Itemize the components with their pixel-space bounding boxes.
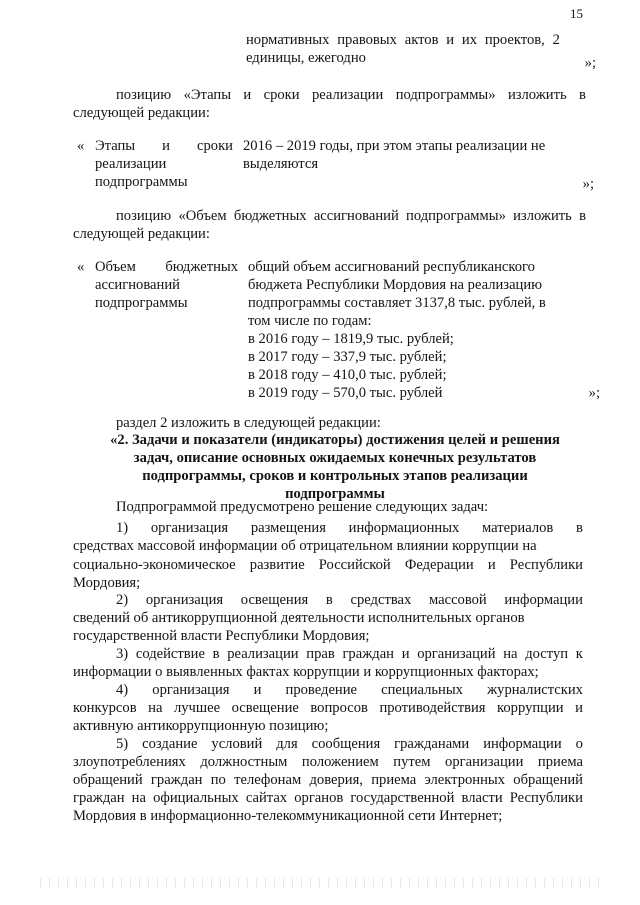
justified-line: Объем бюджетных: [95, 259, 238, 275]
justified-line: конкурсов на лучшее освещение вопросов противодействия коррупции и: [73, 700, 583, 716]
justified-line: позицию «Объем бюджетных ассигнований подпрограммы» изложить в: [116, 208, 586, 224]
heading-line: задач, описание основных ожидаемых конечных результатов: [133, 450, 537, 466]
text-line: следующей редакции:: [73, 226, 210, 242]
budget-value-line: подпрограммы составляет 3137,8 тыс. рублей, в: [248, 295, 546, 311]
budget-value-line: в 2016 году – 1819,9 тыс. рублей;: [248, 331, 454, 347]
justified-line: граждан на официальных сайтах органов государственной власти Республики: [73, 790, 583, 806]
closing-quote: »;: [582, 176, 594, 192]
budget-value-line: в 2019 году – 570,0 тыс. рублей: [248, 385, 443, 401]
justified-line: 1) организация размещения информационных материалов в: [116, 520, 583, 536]
scan-noise: [40, 878, 600, 888]
justified-line: Этапы и сроки: [95, 138, 233, 154]
closing-quote: »;: [584, 55, 596, 71]
row-open-quote: «: [77, 138, 85, 154]
text-line: средствах массовой информации об отрицательном влиянии коррупции на: [73, 538, 537, 554]
budget-value-line: том числе по годам:: [248, 313, 372, 329]
justified-line: социально-экономическое развитие Российской Федерации и Республики: [73, 557, 583, 573]
text-line: Мордовия в информационно-телекоммуникационной сети Интернет;: [73, 808, 503, 824]
budget-value-line: бюджета Республики Мордовия на реализацию: [248, 277, 543, 293]
section-intro: раздел 2 изложить в следующей редакции:: [116, 415, 381, 431]
page-number: 15: [570, 6, 583, 21]
heading-line: подпрограммы, сроков и контрольных этапов реализации: [142, 468, 528, 484]
text-line: следующей редакции:: [73, 105, 210, 121]
budget-value-line: в 2018 году – 410,0 тыс. рублей;: [248, 367, 447, 383]
justified-line: 5) создание условий для сообщения гражданами информации о: [116, 736, 583, 752]
stages-value: выделяются: [243, 156, 319, 172]
text-line: единицы, ежегодно: [246, 50, 366, 66]
justified-line: нормативных правовых актов и их проектов, 2: [246, 32, 560, 48]
budget-value-line: в 2017 году – 337,9 тыс. рублей;: [248, 349, 447, 365]
heading-line: «2. Задачи и показатели (индикаторы) достижения целей и решения: [110, 432, 560, 448]
justified-line: позицию «Этапы и сроки реализации подпрограммы» изложить в: [116, 87, 586, 103]
row-open-quote: «: [77, 259, 85, 275]
text-line: Мордовия;: [73, 575, 141, 591]
closing-quote: »;: [588, 385, 600, 401]
justified-line: 2) организация освещения в средствах массовой информации: [116, 592, 583, 608]
tasks-intro: Подпрограммой предусмотрено решение следующих задач:: [116, 499, 489, 515]
heading-line: подпрограммы: [285, 486, 385, 502]
text-line: сведений об антикоррупционной деятельности исполнительных органов: [73, 610, 525, 626]
justified-line: обращений граждан по телефонам доверия, приема электронных обращений: [73, 772, 583, 788]
text-line: информации о выявленных фактах коррупции и коррупционных факторах;: [73, 664, 539, 680]
budget-value-line: общий объем ассигнований республиканского: [248, 259, 535, 275]
text-line: активную антикоррупционную позицию;: [73, 718, 329, 734]
justified-line: 3) содействие в реализации прав граждан и организаций на доступ к: [116, 646, 583, 662]
text-line: государственной власти Республики Мордовия;: [73, 628, 370, 644]
justified-line: злоупотреблениях должностным положением путем организации приема: [73, 754, 583, 770]
justified-line: 4) организация и проведение специальных журналистских: [116, 682, 583, 698]
stages-value: 2016 – 2019 годы, при этом этапы реализации не: [243, 138, 546, 154]
